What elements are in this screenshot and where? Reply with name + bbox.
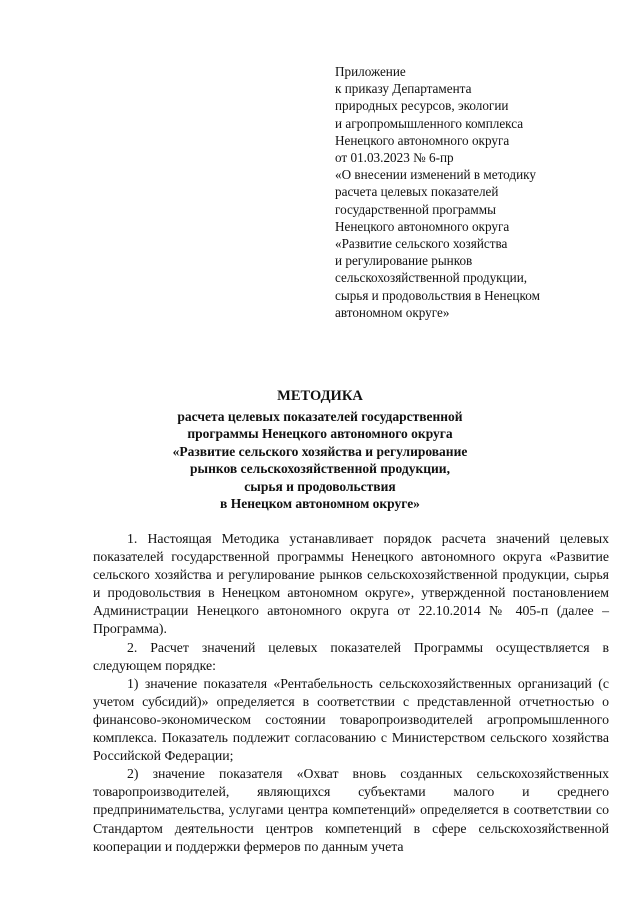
paragraph-item-2: 2) значение показателя «Охват вновь созданных сельскохозяйственных товаропроизводителей, являющихся субъектами малого и среднего предпринимательства, услугами центра компетенций» определяется в соответствии со Стандартом деятельности центров компетенций в сфере сельскохозяйственной кооперации и поддержки фермеров по данным учета	[93, 766, 609, 854]
title-line: программы Ненецкого автономного округа	[187, 426, 453, 441]
appendix-line: природных ресурсов, экологии	[335, 98, 509, 114]
appendix-line: и агропромышленного комплекса	[335, 115, 524, 131]
title-main: МЕТОДИКА	[277, 388, 363, 404]
appendix-line: от 01.03.2023 № 6-пр	[335, 150, 454, 166]
title-line: «Развитие сельского хозяйства и регулирование	[172, 443, 468, 459]
appendix-line: государственной программы	[335, 201, 496, 217]
appendix-line: «Развитие сельского хозяйства	[335, 236, 508, 252]
title-line: расчета целевых показателей государственной	[177, 408, 463, 424]
appendix-line: сельскохозяйственной продукции,	[335, 270, 528, 286]
paragraph-1: 1. Настоящая Методика устанавливает порядок расчета значений целевых показателей государственной программы Ненецкого автономного округа «Развитие сельского хозяйства и регулирование рынков сельскохозяйственной продукции, сырья и продовольствия в Ненецком автономном округе», утвержденной постановлением Администрации Ненецкого автономного округа от 22.10.2014 № 405-п (далее – Программа).	[93, 531, 609, 637]
appendix-line: сырья и продовольствия в Ненецком	[335, 287, 540, 303]
document-title	[60, 388, 580, 513]
appendix-header	[335, 63, 630, 321]
document-body	[93, 530, 609, 856]
appendix-line: и регулирование рынков	[335, 253, 473, 269]
appendix-line: к приказу Департамента	[335, 81, 472, 97]
title-line: в Ненецком автономном округе»	[220, 496, 420, 511]
paragraph-item-1: 1) значение показателя «Рентабельность сельскохозяйственных организаций (с учетом субсидий)» определяется в соответствии с представленной отчетностью о финансово-экономическом состоянии товаропроизводителей агропромышленного комплекса. Показатель подлежит согласованию с Министерством сельского хозяйства Российской Федерации;	[93, 675, 609, 764]
title-line: сырья и продовольствия	[244, 478, 396, 494]
appendix-line: автономном округе»	[335, 304, 450, 320]
paragraph-2: 2. Расчет значений целевых показателей Программы осуществляется в следующем порядке:	[93, 639, 609, 673]
appendix-line: Ненецкого автономного округа	[335, 132, 510, 148]
appendix-line: расчета целевых показателей	[335, 184, 499, 200]
appendix-line: Приложение	[335, 64, 406, 79]
appendix-line: Ненецкого автономного округа	[335, 218, 510, 234]
title-line: рынков сельскохозяйственной продукции,	[190, 461, 450, 476]
appendix-line: «О внесении изменений в методику	[335, 167, 536, 183]
